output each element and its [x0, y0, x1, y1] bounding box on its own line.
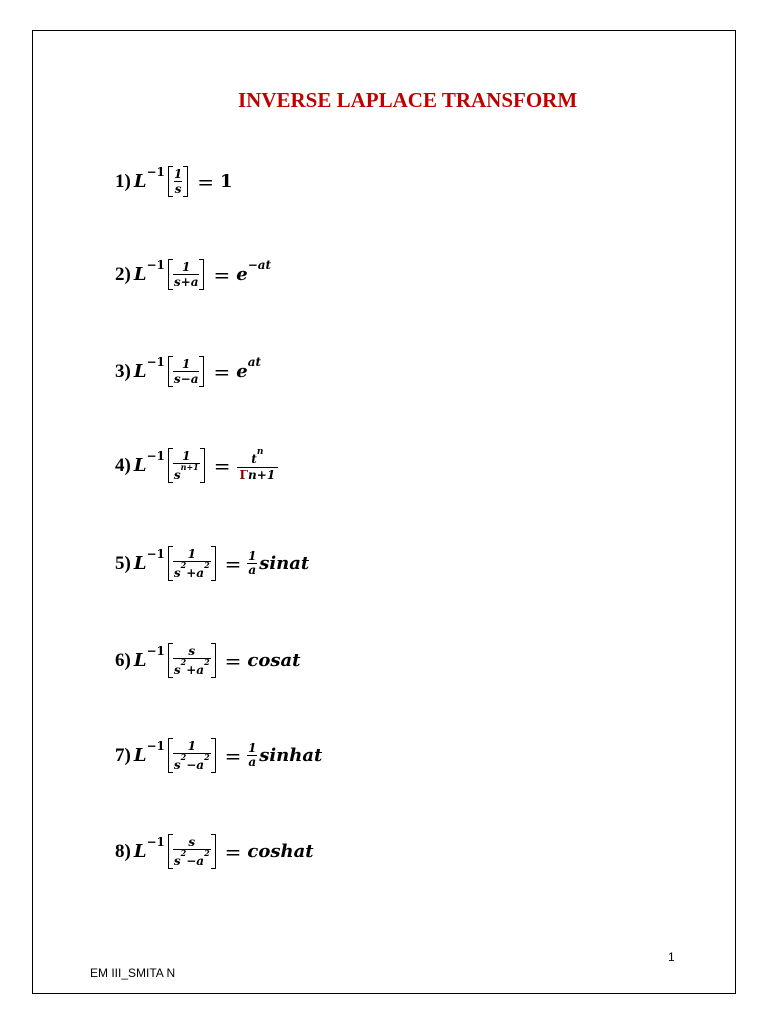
result: e $^{at}$: [236, 355, 262, 382]
operator: L $^{-1}$: [133, 258, 165, 285]
equals-sign: =: [213, 262, 231, 287]
denominator: s: [174, 182, 182, 196]
formula-8: [115, 834, 314, 869]
fraction: [171, 644, 213, 677]
result-numerator: $t^n$: [251, 446, 264, 466]
operator: L $^{-1}$: [133, 739, 165, 766]
bracket: [168, 259, 205, 290]
equals-sign: =: [224, 648, 242, 673]
fraction: [171, 449, 202, 482]
formula-number: 2): [115, 263, 131, 285]
equals-sign: =: [224, 743, 242, 768]
fraction: [171, 357, 202, 386]
result: cosat: [247, 650, 301, 671]
page-number: 1: [668, 950, 675, 964]
formula-number: 1): [115, 170, 131, 192]
coefficient: $\frac{1}{a}$: [248, 549, 257, 577]
operator: L $^{-1}$: [133, 165, 165, 192]
equals-sign: =: [213, 453, 231, 478]
page-title: INVERSE LAPLACE TRANSFORM: [238, 88, 578, 112]
bracket: [168, 166, 188, 197]
equals-sign: =: [224, 839, 242, 864]
denominator: $s^2+a^2$: [173, 560, 210, 580]
formula-4: [115, 448, 278, 483]
numerator: 1: [187, 739, 196, 753]
operator: L $^{-1}$: [133, 547, 165, 574]
formula-1: [115, 166, 233, 197]
equals-sign: =: [224, 551, 242, 576]
denominator: $s^2-a^2$: [173, 848, 210, 868]
result: e $^{-at}$: [236, 258, 272, 285]
coefficient: $\frac{1}{a}$: [248, 741, 257, 769]
fraction: [171, 835, 213, 868]
bracket: [168, 546, 216, 581]
formula-number: 4): [115, 454, 131, 476]
formula-3: [115, 356, 261, 387]
result-denominator: Γn+1: [237, 467, 279, 483]
formula-6: [115, 643, 301, 678]
formula-number: 6): [115, 649, 131, 671]
numerator: 1: [187, 547, 196, 561]
denominator: $s^2+a^2$: [173, 657, 210, 677]
formula-number: 3): [115, 360, 131, 382]
fraction: [171, 739, 213, 772]
operator: L $^{-1}$: [133, 835, 165, 862]
equals-sign: =: [197, 169, 215, 194]
bracket: [168, 356, 205, 387]
operator: L $^{-1}$: [133, 449, 165, 476]
fraction: [171, 260, 202, 289]
numerator: s: [188, 835, 196, 849]
denominator: s+a: [173, 275, 199, 289]
denominator: $s^{n+1}$: [173, 462, 199, 482]
bracket: [168, 738, 216, 773]
gamma-symbol: Γ: [239, 467, 249, 482]
result: sinhat: [259, 745, 323, 766]
numerator: 1: [173, 167, 183, 181]
formula-5: [115, 546, 309, 581]
formula-2: [115, 259, 271, 290]
result: sinat: [259, 553, 310, 574]
result: [237, 446, 279, 483]
result: coshat: [247, 841, 314, 862]
numerator: 1: [182, 357, 191, 371]
bracket: [168, 643, 216, 678]
formula-number: 5): [115, 552, 131, 574]
operator: L $^{-1}$: [133, 355, 165, 382]
equals-sign: =: [213, 359, 231, 384]
fraction: [171, 547, 213, 580]
formula-number: 8): [115, 840, 131, 862]
bracket: [168, 448, 205, 483]
denominator: s−a: [173, 372, 199, 386]
footer-text: EM III_SMITA N: [90, 966, 176, 980]
denominator: $s^2-a^2$: [173, 752, 210, 772]
formula-7: [115, 738, 322, 773]
numerator: 1: [182, 260, 191, 274]
numerator: s: [188, 644, 196, 658]
fraction: [171, 167, 185, 196]
result: 1: [220, 171, 233, 192]
bracket: [168, 834, 216, 869]
numerator: 1: [182, 449, 191, 463]
operator: L $^{-1}$: [133, 644, 165, 671]
formula-number: 7): [115, 744, 131, 766]
